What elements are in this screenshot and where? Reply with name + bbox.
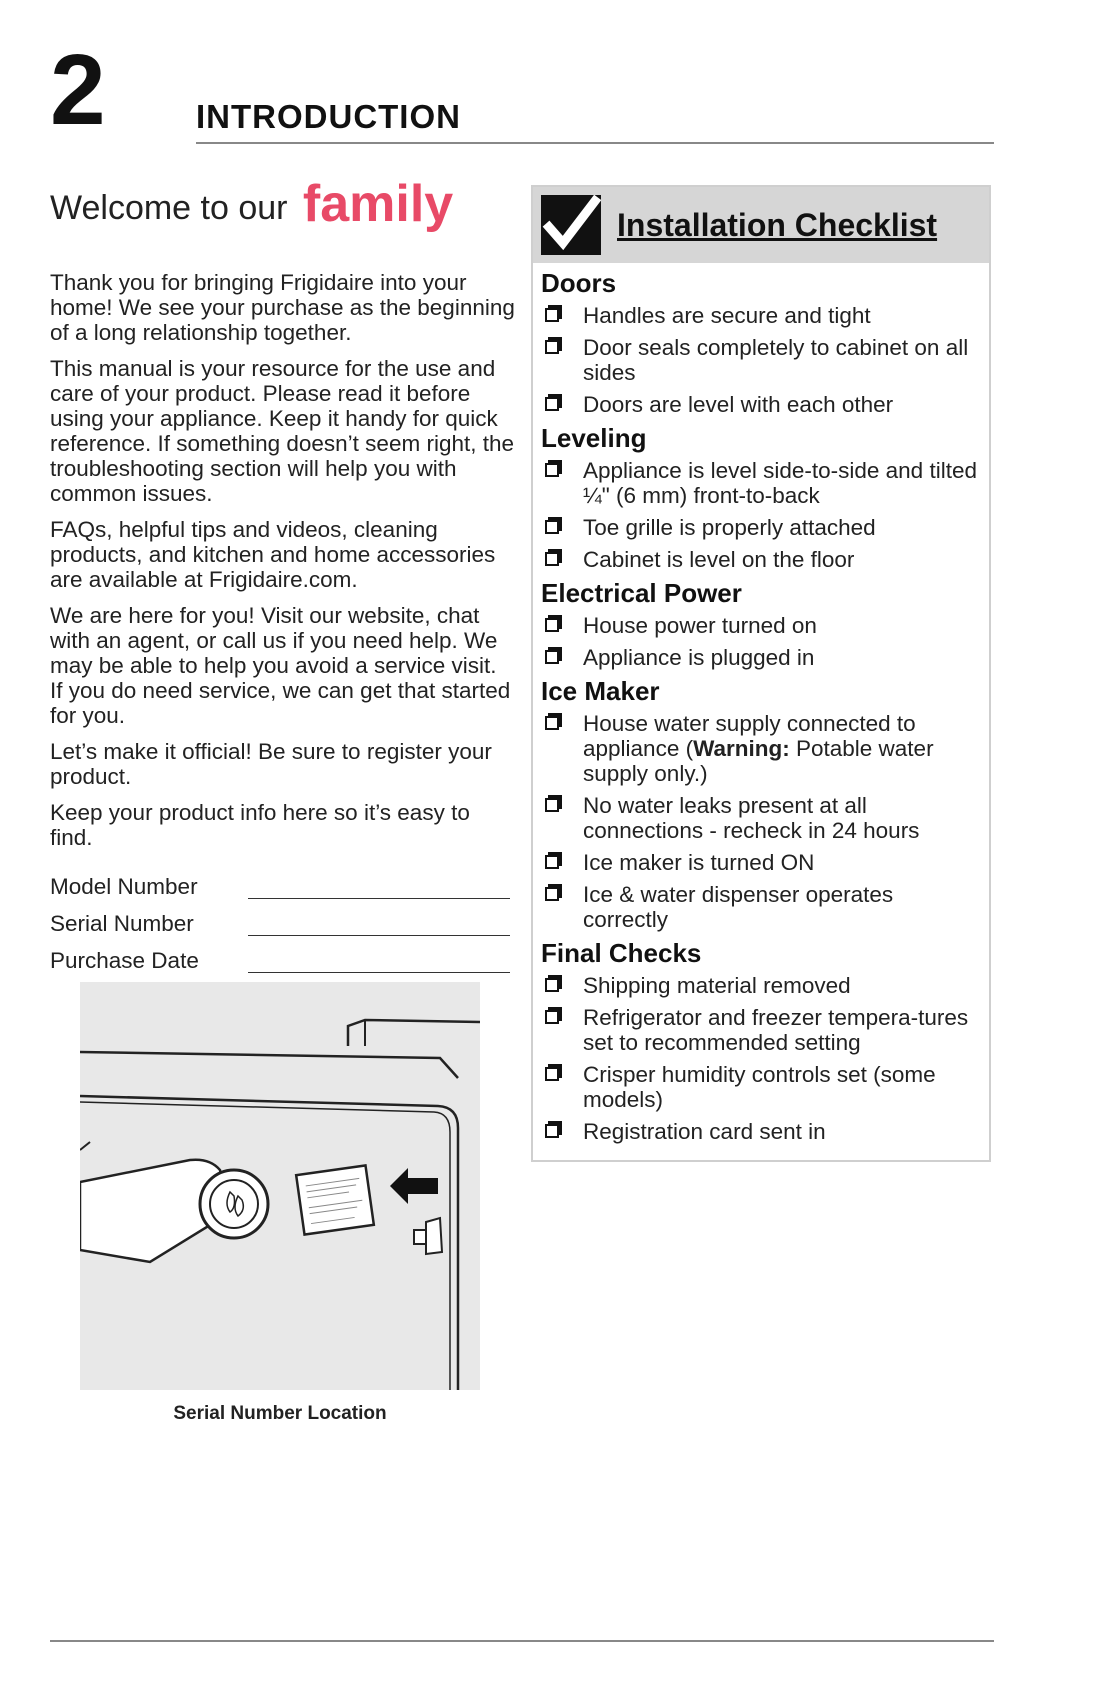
checklist-item[interactable]: Toe grille is properly attached [541, 515, 981, 540]
welcome-heading [50, 172, 453, 232]
installation-checklist [531, 185, 991, 1162]
checkbox-icon[interactable] [545, 463, 559, 477]
model-number-line[interactable] [248, 876, 510, 899]
checkbox-icon[interactable] [545, 552, 559, 566]
checklist-item[interactable]: Ice maker is turned ON [541, 850, 981, 875]
serial-number-line[interactable] [248, 913, 510, 936]
serial-number-illustration [80, 982, 480, 1390]
checkbox-icon[interactable] [545, 520, 559, 534]
page-number: 2 [50, 34, 106, 146]
checkbox-icon[interactable] [545, 1124, 559, 1138]
purchase-date-label: Purchase Date [50, 948, 199, 973]
purchase-date-line[interactable] [248, 950, 510, 973]
intro-column [50, 270, 515, 973]
checklist-item[interactable]: Cabinet is level on the floor [541, 547, 981, 572]
checklist-item[interactable]: House power turned on [541, 613, 981, 638]
checklist-title: Installation Checklist [617, 207, 938, 243]
leveling-heading: Leveling [541, 423, 647, 453]
serial-number-row [50, 899, 515, 936]
checklist-item[interactable]: Refrigerator and freezer tempera-tures set to recommended setting [541, 1005, 981, 1055]
product-info-form [50, 862, 515, 973]
checklist-item[interactable]: Shipping material removed [541, 973, 981, 998]
checkbox-icon[interactable] [545, 340, 559, 354]
final-checks-heading: Final Checks [541, 938, 702, 968]
purchase-date-row [50, 936, 515, 973]
checkbox-icon[interactable] [545, 798, 559, 812]
footer-divider [50, 1640, 994, 1642]
welcome-prefix: Welcome to our [50, 189, 288, 227]
checkbox-icon[interactable] [545, 887, 559, 901]
checklist-item[interactable]: Registration card sent in [541, 1119, 981, 1144]
checkbox-icon[interactable] [545, 308, 559, 322]
checkmark-icon [541, 195, 601, 255]
checklist-item[interactable]: Crisper humidity controls set (some models) [541, 1062, 981, 1112]
checklist-item[interactable]: Doors are level with each other [541, 392, 981, 417]
checkbox-icon[interactable] [545, 397, 559, 411]
checklist-item[interactable]: Appliance is level side-to-side and tilted ¼" (6 mm) front-to-back [541, 458, 981, 508]
checkbox-icon[interactable] [545, 1010, 559, 1024]
model-number-label: Model Number [50, 874, 198, 899]
water-supply-item: House water supply connected to appliance (Warning: Potable water supply only.) [583, 711, 934, 786]
doors-heading: Doors [541, 268, 617, 298]
intro-paragraph: This manual is your resource for the use and care of your product. Please read it before using your appliance. Keep it handy for quick reference. If something doesn’t seem right, the troubleshooting section will help you with common issues. [50, 356, 514, 506]
warning-label: Warning: [693, 736, 790, 761]
checklist-item[interactable]: Handles are secure and tight [541, 303, 981, 328]
checkbox-icon[interactable] [545, 618, 559, 632]
welcome-highlight: family [302, 175, 454, 233]
checklist-item[interactable]: No water leaks present at all connections - recheck in 24 hours [541, 793, 981, 843]
intro-paragraph: Let’s make it official! Be sure to register your product. [50, 739, 492, 789]
ice-maker-heading: Ice Maker [541, 676, 660, 706]
checklist-body [533, 263, 989, 1144]
electrical-power-heading: Electrical Power [541, 578, 742, 608]
checklist-item[interactable] [541, 711, 981, 786]
section-title: INTRODUCTION [196, 98, 461, 135]
checklist-item[interactable]: Appliance is plugged in [541, 645, 981, 670]
checklist-item[interactable]: Door seals completely to cabinet on all sides [541, 335, 981, 385]
header-divider [196, 142, 994, 144]
checkbox-icon[interactable] [545, 1067, 559, 1081]
checkbox-icon[interactable] [545, 978, 559, 992]
intro-paragraph: Keep your product info here so it’s easy to find. [50, 800, 470, 850]
checkbox-icon[interactable] [545, 650, 559, 664]
intro-paragraph: FAQs, helpful tips and videos, cleaning products, and kitchen and home accessories are available at Frigidaire.com. [50, 517, 496, 592]
checklist-header [533, 187, 989, 263]
illustration-caption: Serial Number Location [173, 1403, 387, 1424]
checklist-item[interactable]: Ice & water dispenser operates correctly [541, 882, 981, 932]
checkbox-icon[interactable] [545, 855, 559, 869]
checkbox-icon[interactable] [545, 716, 559, 730]
intro-paragraph: Thank you for bringing Frigidaire into your home! We see your purchase as the beginning of a long relationship together. [50, 270, 515, 345]
serial-number-label: Serial Number [50, 911, 194, 936]
refrigerator-drawing [80, 982, 480, 1390]
model-number-row [50, 862, 515, 899]
intro-paragraph: We are here for you! Visit our website, chat with an agent, or call us if you need help. We may be able to help you avoid a service visit. If you do need service, we can get that started for you. [50, 603, 511, 728]
